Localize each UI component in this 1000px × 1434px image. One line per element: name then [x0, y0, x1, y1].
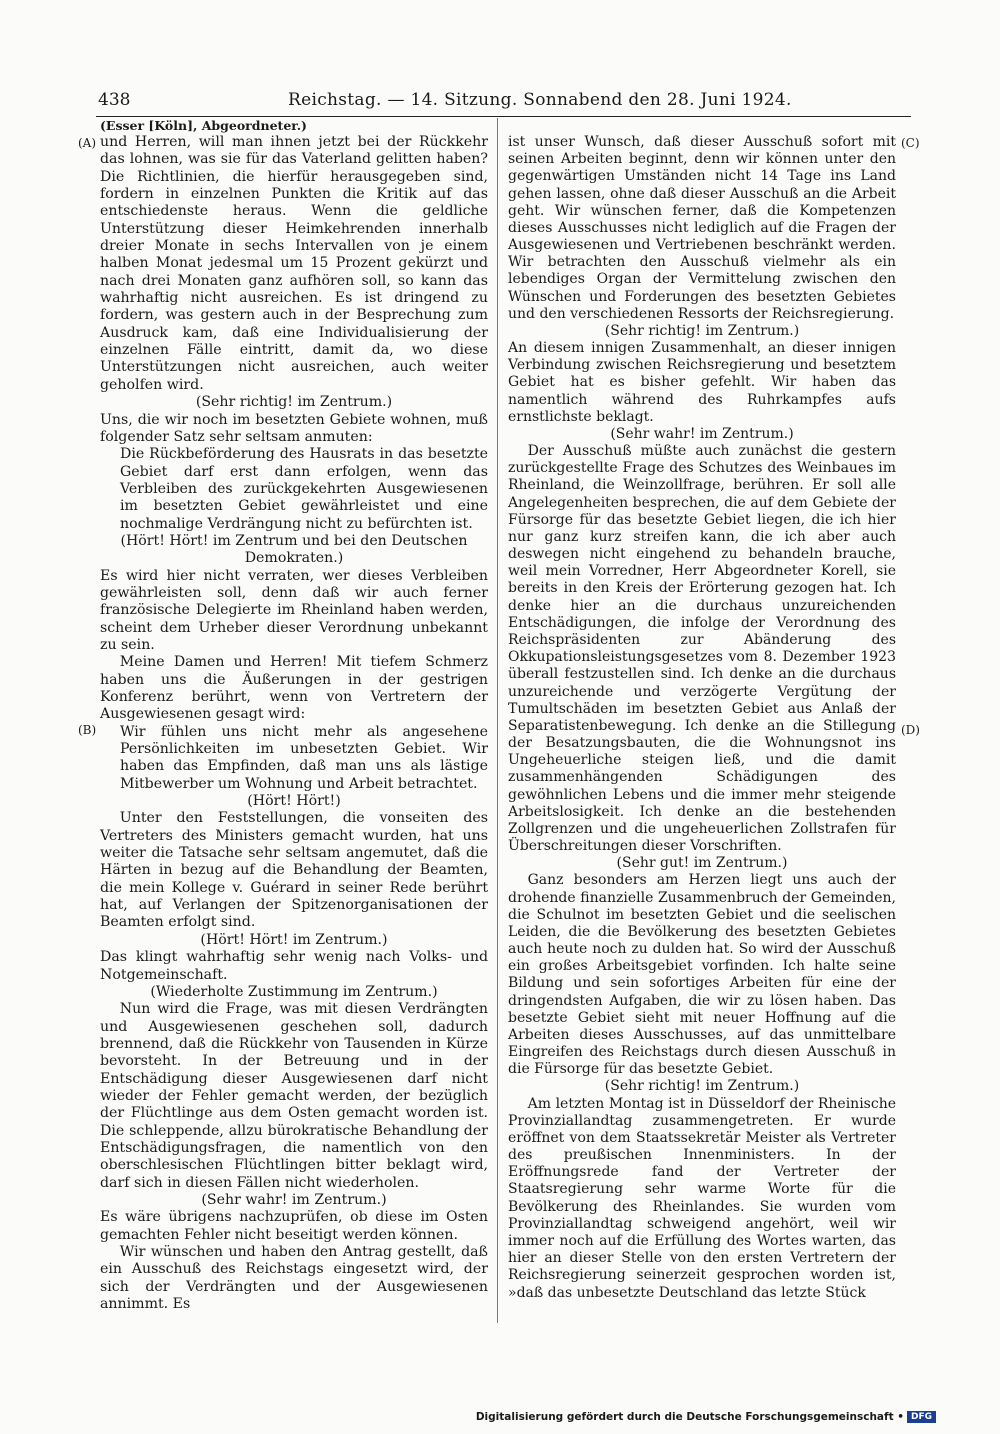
paragraph: Uns, die wir noch im besetzten Gebiete wohnen, muß folgender Satz sehr seltsam anmuten: — [100, 411, 488, 445]
footer-credit: Digitalisierung gefördert durch die Deutsche Forschungsgemeinschaft • — [475, 1411, 904, 1423]
paragraph: Am letzten Montag ist in Düsseldorf der Rheinische Provinziallandtag zusammengetreten. Er wurde eröffnet von dem Staatssekretär Meister als Vertreter des preußischen Innenministers. In der Eröffnungsrede fand der Vertreter der Staatsregierung sehr warme Worte für die Bevölkerung des Rheinlandes. Sie wurden vom Provinziallandtag schweigend angehört, weil wir immer noch auf die Erfüllung des Wortes warten, das hier an dieser Stelle von den ersten Vertretern der Reichsregierung seinerzeit gesprochen worden ist, »daß das unbesetzte Deutschland das letzte Stück — [508, 1095, 896, 1301]
paragraph: und Herren, will man ihnen jetzt bei der Rückkehr das lohnen, was sie für das Vaterland gelitten haben? Die Richtlinien, die hierfür herausgegeben sind, fordern in einzelnen Punkten die Kritik auf das entschiedenste heraus. Wenn die geldliche Unterstützung dieser Heimkehrenden innerhalb dreier Monate in sechs Intervallen von je einem halben Monat jedesmal um 15 Prozent gekürzt und nach drei Monaten ganz aufhören soll, so kann das wahrhaftig nicht ausreichen. Es ist dringend zu fordern, was gestern auch in der Besprechung zum Ausdruck kam, daß eine Individualisierung der einzelnen Fälle eintritt, damit da, wo diese Unterstützungen nicht ausreichen, auch weiter geholfen wird. — [100, 134, 488, 393]
interjection: (Sehr gut! im Zentrum.) — [616, 855, 788, 872]
paragraph: Meine Damen und Herren! Mit tiefem Schmerz haben uns die Äußerungen in der gestrigen Konferenz berührt, wenn von Vertretern der Ausgewiesenen gesagt wird: — [100, 654, 488, 723]
paragraph: Der Ausschuß müßte auch zunächst die gestern zurückgestellte Frage des Schutzes des Weinbaues im Rheinland, die Weinzollfrage, berühren. Er soll alle Angelegenheiten besprechen, die auf dem Gebiete der Fürsorge für das besetzte Gebiet liegen, die ich hier nur ganz kurz streifen kann, die ich aber auch deswegen nicht eingehend zu behandeln brauche, weil mein Vorredner, Herr Abgeordneter Korell, sie bereits in den Kreis der Erörterung gezogen hat. Ich denke hier an die durchaus unzureichenden Entschädigungen, die infolge der Verordnung des Reichspräsidenten zur Abänderung des Okkupationsleistungsgesetzes vom 8. Dezember 1923 überall festzustellen sind. Ich denke an die durchaus unzureichende und verzögerte Vergütung der Tumultschäden im besetzten Gebiet aus Anlaß der Separatistenbewegung. Ich denke an die Stillegung der Besatzungsbauten, die die Wohnungsnot ins Ungeheuerliche steigen ließ, und die damit zusammenhängenden Schädigungen des gewöhnlichen Lebens und die immer mehr steigende Arbeitslosigkeit. Ich denke an die bestehenden Zollgrenzen und die ungeheuerlichen Zollstrafen für Überschreitungen dieser Vorschriften. — [508, 443, 896, 855]
interjection: (Hört! Hört! im Zentrum.) — [200, 931, 388, 948]
interjection: (Sehr wahr! im Zentrum.) — [201, 1191, 387, 1208]
column-rule — [497, 118, 498, 1323]
speaker-line: (Esser [Köln], Abgeordneter.) — [100, 118, 307, 133]
left-column — [100, 134, 488, 1313]
margin-marker-c: (C) — [901, 136, 920, 150]
paragraph: Nun wird die Frage, was mit diesen Verdrängten und Ausgewiesenen geschehen soll, dadurch brennend, daß die Rückkehr von Tausenden in Kürze bevorsteht. In der Betreuung und in der Entschädigung dieser Ausgewiesenen darf nicht wieder der Fehler gemacht werden, der bezüglich der Flüchtlinge aus dem Osten gemacht worden ist. Die schleppende, allzu bürokratische Behandlung der Entschädigungsfragen, die namentlich von den oberschlesischen Flüchtlingen bitter beklagt wird, darf sich in diesen Fällen nicht wiederholen. — [100, 1001, 488, 1191]
paragraph: Wir wünschen und haben den Antrag gestellt, daß ein Ausschuß des Reichstags eingesetzt wird, der sich der Verdrängten und der Ausgewiesenen annimmt. Es — [100, 1244, 488, 1313]
interjection: (Hört! Hört! im Zentrum und bei den Deutschen Demokraten.) — [120, 532, 468, 567]
margin-marker-a: (A) — [78, 136, 97, 150]
page-header — [98, 90, 910, 114]
header-rule — [96, 116, 911, 117]
margin-marker-d: (D) — [901, 723, 920, 737]
paragraph: Ganz besonders am Herzen liegt uns auch der drohende finanzielle Zusammenbruch der Gemeinden, die Schulnot im besetzten Gebiet und die seelischen Leiden, die die Bevölkerung des besetzten Gebietes auch heute noch zu dulden hat. So wird der Ausschuß ein großes Arbeitsgebiet vorfinden. Ich halte seine Bildung und sein sofortiges Arbeiten für eine der dringendsten Aufgaben, die wir zu lösen haben. Das besetzte Gebiet sieht mit neuer Hoffnung auf die Arbeiten dieses Ausschusses, auf das unmittelbare Eingreifen des Reichstags durch diesen Ausschuß in die Fürsorge für das besetzte Gebiet. — [508, 872, 896, 1078]
block-quote: Wir fühlen uns nicht mehr als angesehene Persönlichkeiten im unbesetzten Gebiet. Wir haben das Empfinden, daß man uns als lästige Mitbewerber um Wohnung und Arbeit betrachtet. — [120, 723, 488, 792]
dfg-logo: DFG — [907, 1411, 936, 1423]
margin-marker-b: (B) — [78, 723, 97, 737]
paragraph: An diesem innigen Zusammenhalt, an dieser innigen Verbindung zwischen Reichsregierung und besetztem Gebiet hat es bisher gefehlt. Wir haben das namentlich während des Ruhrkampfes aufs ernstlichste beklagt. — [508, 340, 896, 425]
paragraph: ist unser Wunsch, daß dieser Ausschuß sofort mit seinen Arbeiten beginnt, denn wir können unter den gegenwärtigen Umständen nicht 14 Tage ins Land gehen lassen, ohne daß dieser Ausschuß an die Arbeit geht. Wir wünschen ferner, daß die Kompetenzen dieses Ausschusses nicht lediglich auf die Fragen der Ausgewiesenen und Vertriebenen beschränkt werden. Wir betrachten den Ausschuß vielmehr als ein lebendiges Organ der Vermittelung zwischen den Wünschen und Forderungen des besetzten Gebietes und den verschiedenen Ressorts der Reichsregierung. — [508, 134, 896, 322]
paragraph: Es wird hier nicht verraten, wer dieses Verbleiben gewährleisten soll, denn daß wir auch ferner französische Delegierte im Rheinland haben werden, scheint dem Urheber dieser Verordnung unbekannt zu sein. — [100, 567, 488, 653]
paragraph: Das klingt wahrhaftig sehr wenig nach Volks- und Notgemeinschaft. — [100, 949, 488, 983]
block-quote: Die Rückbeförderung des Hausrats in das besetzte Gebiet darf erst dann erfolgen, wenn das Verbleiben des zurückgekehrten Ausgewiesenen im besetzten Gebiet gewährleistet und eine nochmalige Verdrängung nicht zu befürchten ist. — [120, 446, 488, 532]
running-title: Reichstag. — 14. Sitzung. Sonnabend den 28. Juni 1924. — [288, 90, 792, 110]
page-number: 438 — [98, 90, 131, 110]
interjection: (Sehr wahr! im Zentrum.) — [610, 425, 794, 442]
interjection: (Wiederholte Zustimmung im Zentrum.) — [150, 983, 438, 1000]
interjection: (Sehr richtig! im Zentrum.) — [604, 322, 800, 339]
interjection: (Sehr richtig! im Zentrum.) — [604, 1078, 800, 1095]
footer — [476, 1411, 936, 1423]
right-column — [508, 134, 896, 1302]
paragraph: Es wäre übrigens nachzuprüfen, ob diese im Osten gemachten Fehler nicht beseitigt werden können. — [100, 1209, 488, 1243]
paragraph: Unter den Feststellungen, die vonseiten des Vertreters des Ministers gemacht wurden, hat uns weiter die Tatsache sehr seltsam angemutet, daß die Härten in bezug auf die Behandlung der Beamten, die mein Kollege v. Guérard in seiner Rede berührt hat, auf Verlangen der Spitzenorganisationen der Beamten erfolgt sind. — [100, 810, 488, 931]
interjection: (Sehr richtig! im Zentrum.) — [195, 394, 393, 411]
interjection: (Hört! Hört!) — [247, 793, 341, 810]
